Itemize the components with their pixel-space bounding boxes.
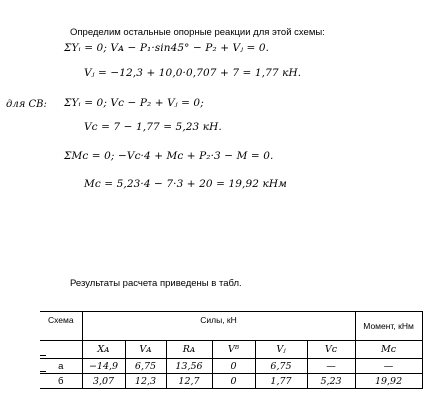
value-cell: — <box>307 359 355 374</box>
table-row-symbols <box>40 341 422 359</box>
value-cell: 3,07 <box>82 374 125 389</box>
results-caption: Результаты расчета приведены в табл. <box>70 278 242 289</box>
results-table <box>40 311 423 389</box>
header-moment: Момент, кНм <box>355 312 422 341</box>
scheme-cell: а <box>40 359 82 374</box>
symbol-vd: Vⱼ <box>255 341 307 359</box>
symbol-xa: Xᴀ <box>82 341 125 359</box>
symbol-va: Vᴀ <box>125 341 166 359</box>
value-cell: 19,92 <box>355 374 422 389</box>
scheme-cell: б <box>40 374 82 389</box>
side-label-cb: для CB: <box>6 99 47 110</box>
value-cell: 6,75 <box>255 359 307 374</box>
header-scheme: Схема <box>40 312 82 341</box>
equation-vc-result: Vᴄ = 7 − 1,77 = 5,23 кН. <box>84 121 222 133</box>
value-cell: 13,56 <box>166 359 212 374</box>
equation-vb-result: Vⱼ = −12,3 + 10,0·0,707 + 7 = 1,77 кН. <box>84 67 302 79</box>
equation-mc-result: Mᴄ = 5,23·4 − 7·3 + 20 = 19,92 кНм <box>84 178 287 190</box>
value-cell: 12,3 <box>125 374 166 389</box>
value-cell: 12,7 <box>166 374 212 389</box>
symbol-vb: Vᴮ <box>212 341 255 359</box>
value-cell: — <box>355 359 422 374</box>
symbol-vc: Vᴄ <box>307 341 355 359</box>
value-cell: 0 <box>212 374 255 389</box>
header-forces: Силы, кН <box>82 312 355 341</box>
equation-sum-m: ΣMᴄ = 0; −Vᴄ·4 + Mᴄ + P₂·3 − M = 0. <box>64 150 274 162</box>
equation-sum-y-2: ΣYᵢ = 0; Vᴄ − P₂ + Vⱼ = 0; <box>64 97 204 109</box>
value-cell: 0 <box>212 359 255 374</box>
value-cell: 6,75 <box>125 359 166 374</box>
symbol-mc: Mᴄ <box>355 341 422 359</box>
table-row <box>40 374 422 389</box>
table-row <box>40 359 422 374</box>
value-cell: 5,23 <box>307 374 355 389</box>
intro-text: Определим остальные опорные реакции для этой схемы: <box>70 27 325 38</box>
symbol-ra: Rᴀ <box>166 341 212 359</box>
equation-sum-y-1: ΣYᵢ = 0; Vᴀ − P₁·sin45° − P₂ + Vⱼ = 0. <box>64 42 270 54</box>
value-cell: 1,77 <box>255 374 307 389</box>
value-cell: −14,9 <box>82 359 125 374</box>
